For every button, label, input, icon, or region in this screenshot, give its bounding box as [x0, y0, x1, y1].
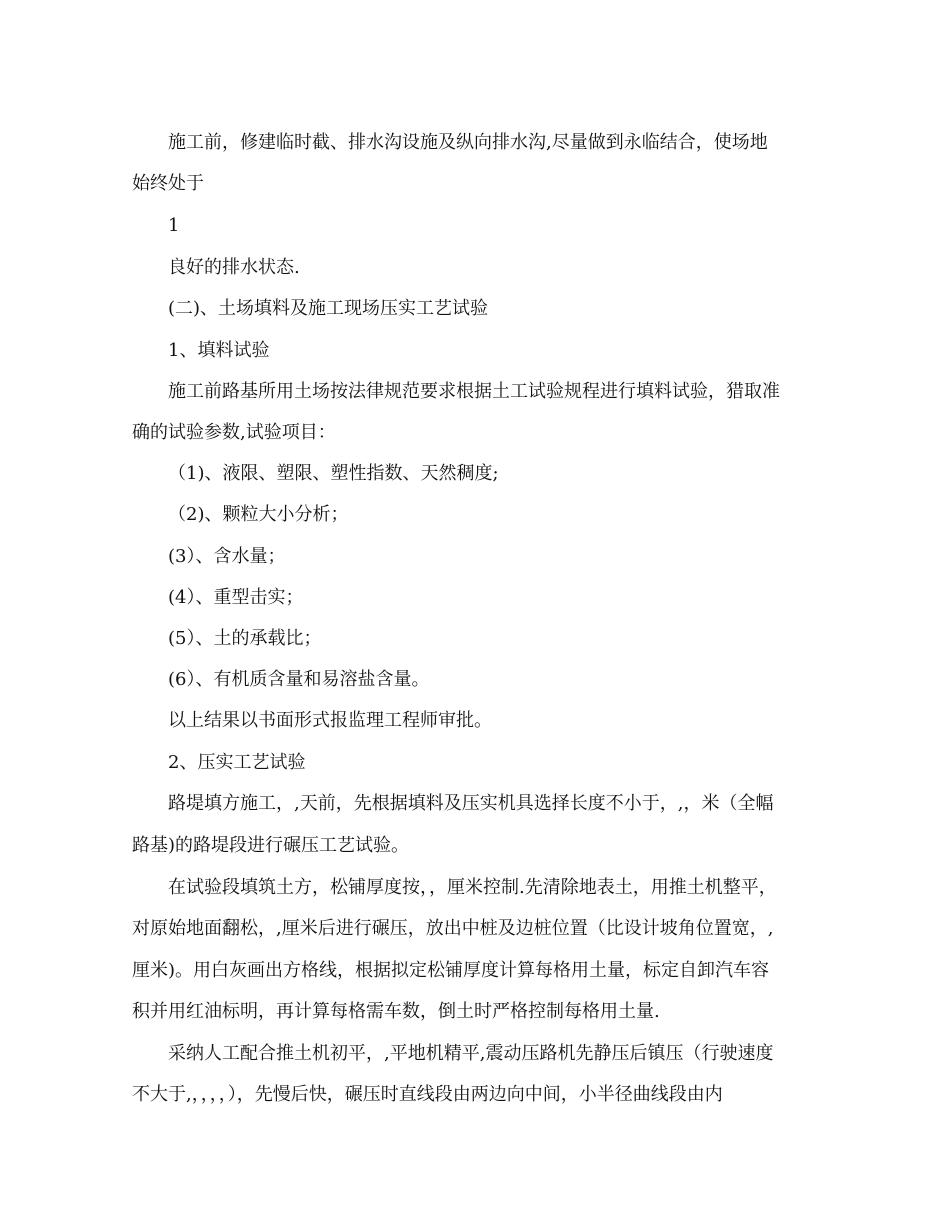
section-heading: (二)、土场填料及施工现场压实工艺试验	[168, 298, 489, 319]
paragraph-line: 良好的排水状态.	[168, 257, 300, 278]
paragraph-line: 路堤填方施工，,天前，先根据填料及压实机具选择长度不小于，,，米（全幅	[168, 793, 774, 814]
paragraph-line: 厘米)。用白灰画出方格线，根据拟定松铺厚度计算每格用土量，标定自卸汽车容	[132, 960, 770, 981]
subsection-heading: 2、压实工艺试验	[168, 752, 306, 773]
list-item: (3）、含水量；	[168, 546, 286, 567]
paragraph-line: 确的试验参数,试验项目：	[132, 422, 336, 443]
list-item: (6）、有机质含量和易溶盐含量。	[168, 669, 430, 690]
list-item: (5）、土的承载比；	[168, 628, 322, 649]
page-number: 1	[168, 215, 180, 236]
list-item: （2)、颗粒大小分析；	[168, 504, 349, 525]
list-item: （1)、液限、塑限、塑性指数、天然稠度;	[168, 463, 499, 484]
list-item: (4）、重型击实；	[168, 587, 304, 608]
paragraph-line: 不大于,，，，，），先慢后快，碾压时直线段由两边向中间，小半径曲线段由内	[132, 1084, 723, 1105]
paragraph-line: 施工前，修建临时截、排水沟设施及纵向排水沟,尽量做到永临结合，使场地	[168, 132, 768, 153]
paragraph-line: 对原始地面翻松，,厘米后进行碾压，放出中桩及边桩位置（比设计坡角位置宽，,	[132, 918, 774, 939]
paragraph-line: 积并用红油标明，再计算每格需车数，倒土时严格控制每格用土量.	[132, 1001, 660, 1022]
paragraph-line: 路基)的路堤段进行碾压工艺试验。	[132, 835, 410, 856]
paragraph-line: 以上结果以书面形式报监理工程师审批。	[168, 710, 492, 731]
paragraph-line: 始终处于	[132, 173, 204, 194]
paragraph-line: 在试验段填筑土方，松铺厚度按，，厘米控制.先清除地表土，用推土机整平，	[168, 877, 777, 898]
paragraph-line: 采纳人工配合推土机初平，,平地机精平,震动压路机先静压后镇压（行驶速度	[168, 1043, 774, 1064]
paragraph-line: 施工前路基所用土场按法律规范要求根据土工试验规程进行填料试验，猎取准	[168, 381, 780, 402]
subsection-heading: 1、填料试验	[168, 340, 270, 361]
